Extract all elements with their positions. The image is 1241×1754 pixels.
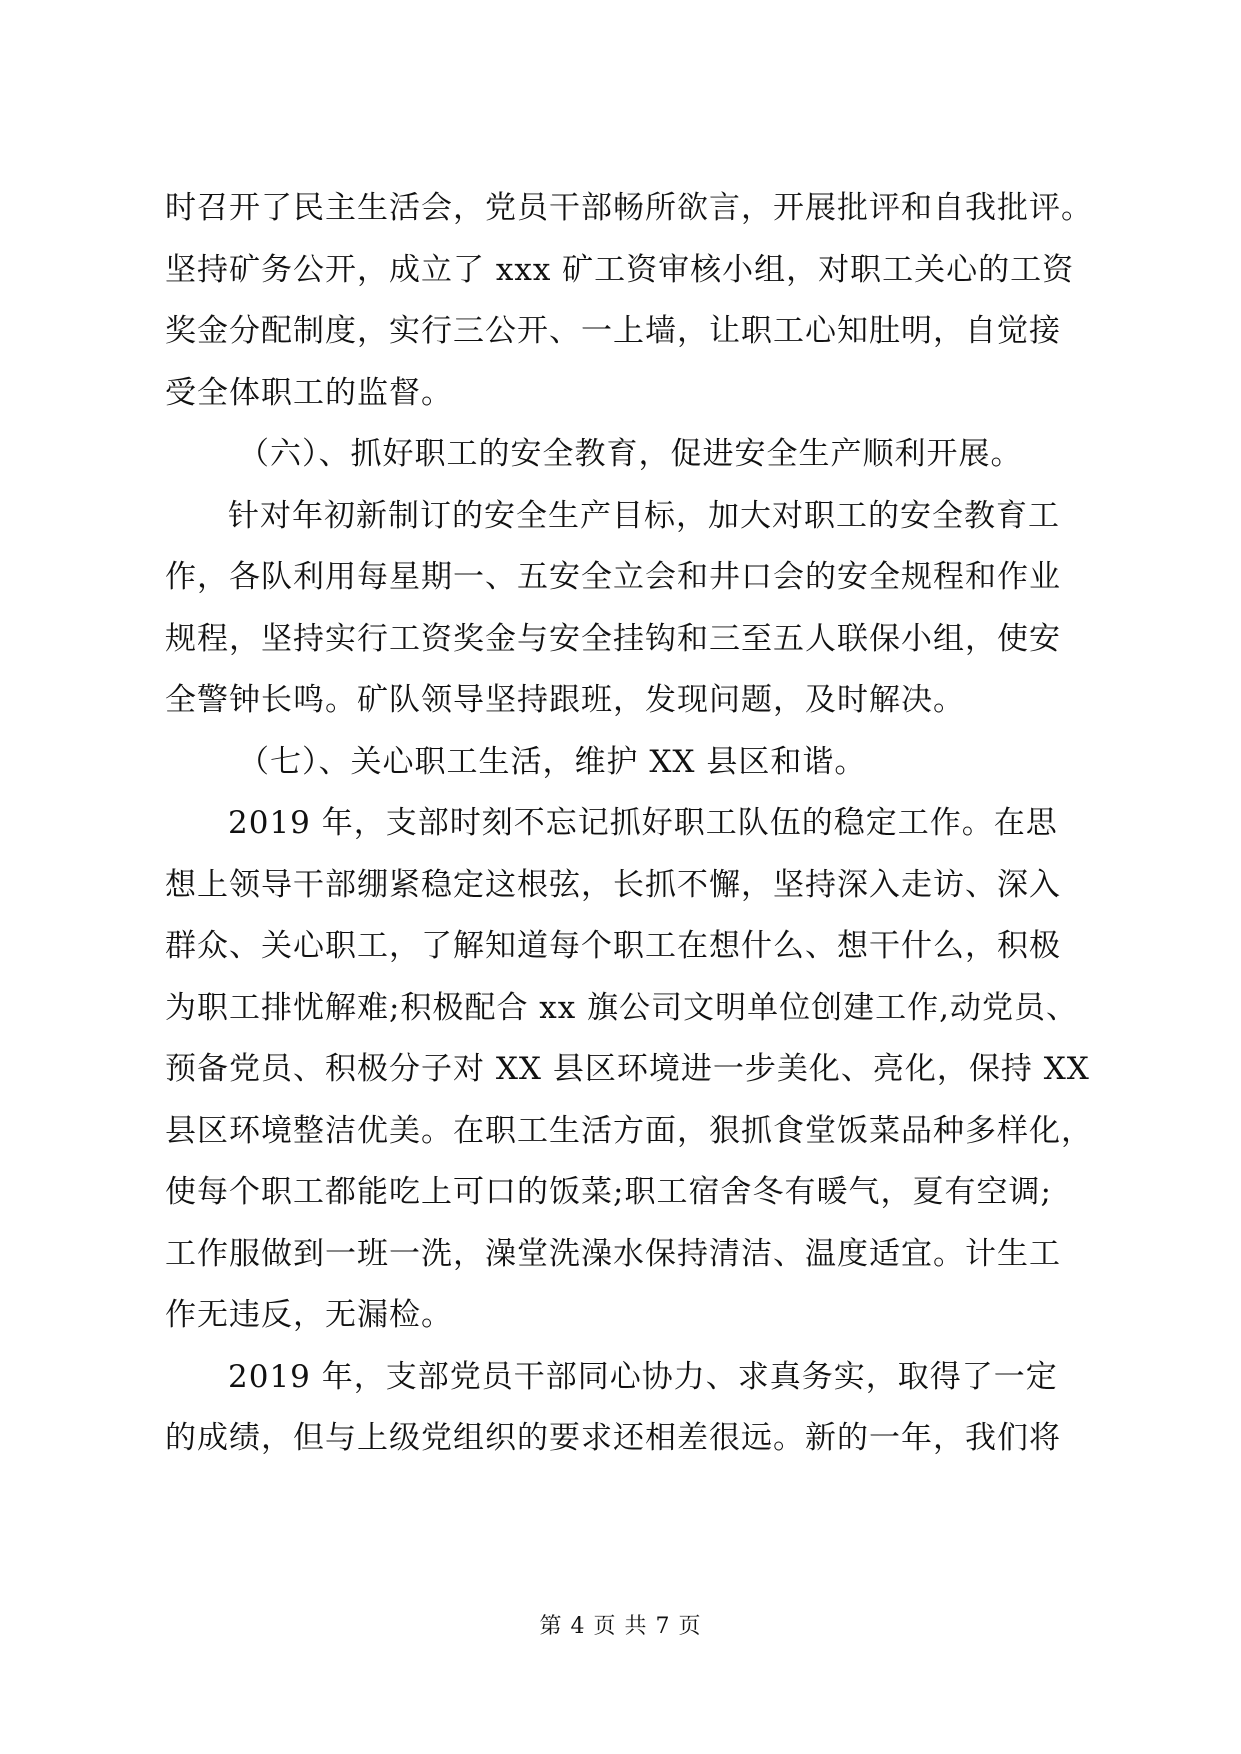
body-text-line: 针对年初新制订的安全生产目标，加大对职工的安全教育工 (228, 497, 1060, 534)
body-text-line: 受全体职工的监督。 (165, 374, 453, 411)
body-text-line: 工作服做到一班一洗，澡堂洗澡水保持清洁、温度适宜。计生工 (165, 1235, 1061, 1272)
body-text-line: 作，各队利用每星期一、五安全立会和井口会的安全规程和作业 (165, 559, 1061, 595)
body-text-line: 全警钟长鸣。矿队领导坚持跟班，发现问题，及时解决。 (165, 682, 965, 718)
body-text-line: 想上领导干部绷紧稳定这根弦，长抓不懈，坚持深入走访、深入 (165, 866, 1061, 903)
section-heading: （七）、关心职工生活，维护 XX 县区和谐。 (238, 743, 867, 780)
body-text-line: 奖金分配制度，实行三公开、一上墙，让职工心知肚明，自觉接 (165, 313, 1061, 349)
body-text-line: 时召开了民主生活会，党员干部畅所欲言，开展批评和自我批评。 (165, 190, 1093, 226)
body-text-line: 的成绩，但与上级党组织的要求还相差很远。新的一年，我们将 (165, 1420, 1061, 1456)
body-text-line: 作无违反，无漏检。 (165, 1297, 453, 1333)
body-text-line: 群众、关心职工，了解知道每个职工在想什么、想干什么，积极 (165, 928, 1061, 964)
body-text-line: 2019 年，支部党员干部同心协力、求真务实，取得了一定 (228, 1358, 1058, 1395)
section-heading: （六）、抓好职工的安全教育，促进安全生产顺利开展。 (238, 436, 1023, 472)
body-text-line: 使每个职工都能吃上可口的饭菜;职工宿舍冬有暖气，夏有空调; (165, 1174, 1052, 1210)
body-text-line: 为职工排忧解难;积极配合 xx 旗公司文明单位创建工作,动党员、 (165, 989, 1078, 1026)
body-text-line: 规程，坚持实行工资奖金与安全挂钩和三至五人联保小组，使安 (165, 620, 1061, 657)
body-text-line: 坚持矿务公开，成立了 xxx 矿工资审核小组，对职工关心的工资 (165, 251, 1075, 288)
body-text-line: 预备党员、积极分子对 XX 县区环境进一步美化、亮化，保持 XX (165, 1051, 1090, 1087)
body-text-line: 县区环境整洁优美。在职工生活方面，狠抓食堂饭菜品种多样化， (165, 1112, 1093, 1149)
page-footer: 第 4 页 共 7 页 (539, 1614, 702, 1639)
body-text-line: 2019 年，支部时刻不忘记抓好职工队伍的稳定工作。在思 (228, 805, 1058, 841)
